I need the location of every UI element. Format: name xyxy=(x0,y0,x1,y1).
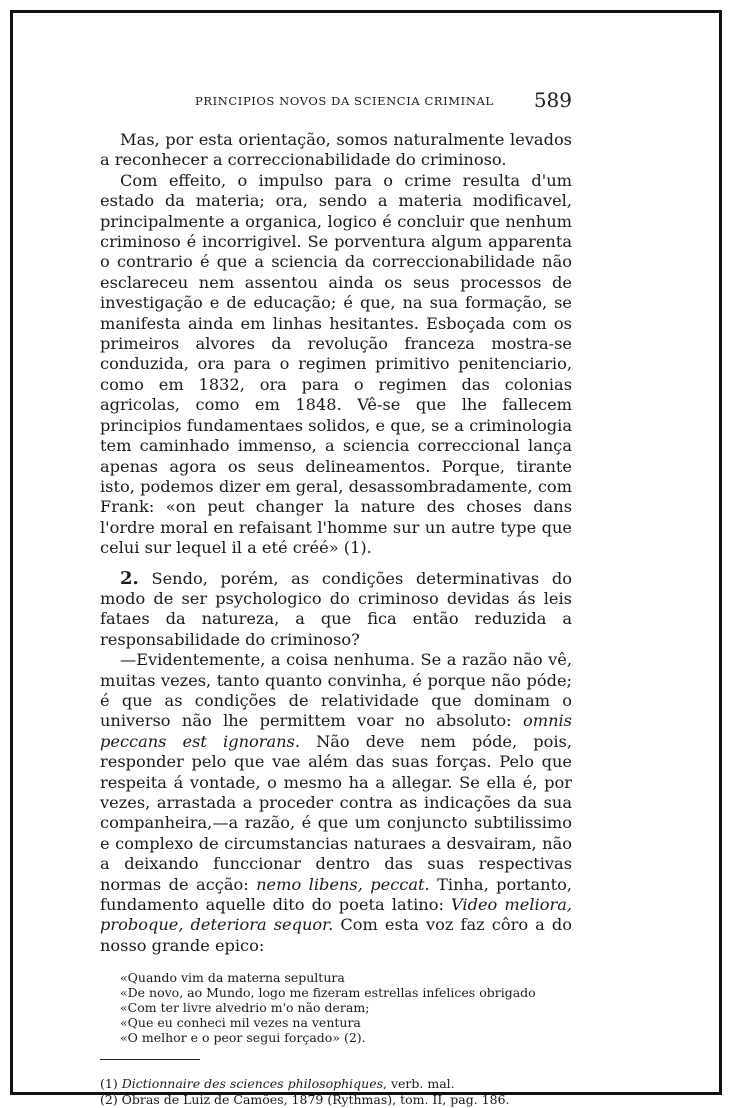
footnotes xyxy=(100,1076,572,1108)
latin-quote-3: Video meliora, proboque, deteriora sequor. xyxy=(100,895,572,935)
paragraph-3-text: Sendo, porém, as condições determinativas do modo de ser psychologico do criminoso devidas ás leis fataes da natureza, a que fica então reduzida a responsabilidade do criminoso? xyxy=(100,568,572,649)
footnote-1 xyxy=(100,1076,572,1092)
latin-quote-1: omnis peccans est ignorans. xyxy=(100,711,572,751)
verse-line: «De novo, ao Mundo, logo me fizeram estrellas infelices obrigado xyxy=(120,985,536,1001)
paragraph-2: Com effeito, o impulso para o crime resulta d'um estado da materia; ora, sendo a materia modificavel, principalmente a organica, logico é concluir que nenhum criminoso é incorrigivel. Se porventura algum apparenta o contrario é que a sciencia da correccionabilidade não esclareceu nem assentou ainda os seus processos de investigação e de educação; é que, na sua formação, se manifesta ainda em linhas hesitantes. Esboçada com os primeiros alvores da revolução franceza mostra-se conduzida, ora para o regimen primitivo penitenciario, como em 1832, ora para o regimen das colonias agricolas, como em 1848. Vê-se que lhe fallecem principios fundamentaes solidos, e que, se a criminologia tem caminhado immenso, a sciencia correccional lança apenas agora os seus delineamentos. Porque, tirante isto, podemos dizer em geral, desassombradamente, com Frank: «on peut changer la nature des choses dans l'ordre moral en refaisant l'homme sur un autre type que celui sur lequel il a eté créé» (1). xyxy=(100,170,572,558)
paragraph-4-part-a: —Evidentemente, a coisa nenhuma. Se a razão não vê, muitas vezes, tanto quanto convinha, é porque não póde; é que as condições de relatividade que dominam o universo não lhe permittem voar no absoluto: xyxy=(100,650,572,731)
paragraph-3 xyxy=(100,569,572,651)
footnote-1-rest: , verb. mal. xyxy=(383,1076,455,1092)
verse-line: «Quando vim da materna sepultura xyxy=(120,970,345,986)
running-head: PRINCIPIOS NOVOS DA SCIENCIA CRIMINAL xyxy=(195,94,494,108)
verse-block xyxy=(120,970,572,1045)
verse-line: «Que eu conheci mil vezes na ventura xyxy=(120,1015,361,1031)
verse-line: «O melhor e o peor segui forçado» (2). xyxy=(120,1030,366,1046)
footnote-2: (2) Obras de Luiz de Camões, 1879 (Rythmas), tom. II, pag. 186. xyxy=(100,1092,510,1108)
section-number: 2. xyxy=(120,567,139,589)
body-text xyxy=(100,130,572,1108)
footnote-rule xyxy=(100,1059,200,1060)
footnote-1-number: (1) xyxy=(100,1076,122,1092)
page-header xyxy=(100,88,572,114)
latin-quote-2: nemo libens, peccat. xyxy=(256,874,430,894)
page-number: 589 xyxy=(533,88,572,112)
paragraph-4 xyxy=(100,650,572,956)
paragraph-1: Mas, por esta orientação, somos naturalmente levados a reconhecer a correccionabilidade do criminoso. xyxy=(100,130,572,170)
paragraph-4-part-d: Com esta voz faz côro a do nosso grande epico: xyxy=(100,915,573,955)
paragraph-4-part-b: Não deve nem póde, pois, responder pelo que vae além das suas forças. Pelo que respeita á vontade, o mesmo ha a allegar. Se ella é, por vezes, arrastada a proceder contra as indicações da sua companheira,—a razão, é que um conjuncto subtilissimo e complexo de circumstancias naturaes a desvairam, não a deixando funccionar dentro das suas respectivas normas de acção: xyxy=(100,731,572,894)
verse-line: «Com ter livre alvedrio m'o não deram; xyxy=(120,1000,370,1016)
footnote-1-title: Dictionnaire des sciences philosophiques xyxy=(121,1076,384,1092)
paragraph-4-part-c: Tinha, portanto, fundamento aquelle dito do poeta latino: xyxy=(100,874,572,915)
